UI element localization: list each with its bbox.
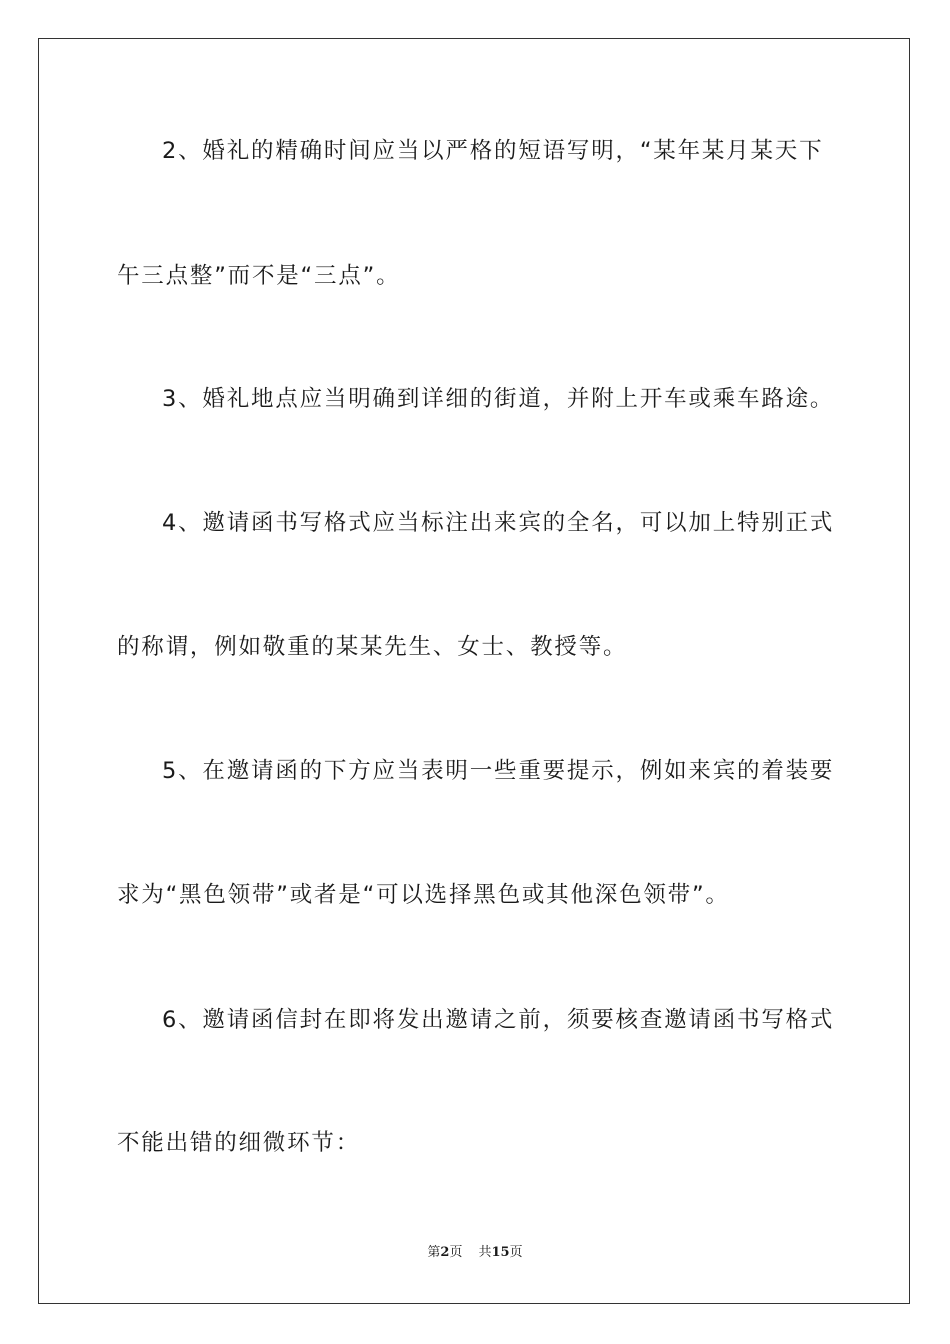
paragraph-6-line-2: 不能出错的细微环节： [117, 1130, 361, 1156]
footer-page-current: 2 [440, 1245, 450, 1260]
page-footer [0, 1244, 950, 1262]
page-border [38, 38, 910, 1304]
footer-page-suffix: 页 [449, 1245, 463, 1260]
footer-total-suffix: 页 [509, 1245, 523, 1260]
paragraph-3-line-1: 3、婚礼地点应当明确到详细的街道，并附上开车或乘车路途。 [162, 386, 835, 412]
paragraph-6-line-1: 6、邀请函信封在即将发出邀请之前，须要核查邀请函书写格式 [162, 1007, 835, 1033]
footer-page-total: 15 [491, 1245, 510, 1260]
paragraph-5-line-2: 求为“黑色领带”或者是“可以选择黑色或其他深色领带”。 [117, 882, 730, 908]
paragraph-5-line-1: 5、在邀请函的下方应当表明一些重要提示，例如来宾的着装要 [162, 758, 835, 784]
paragraph-4-line-1: 4、邀请函书写格式应当标注出来宾的全名，可以加上特别正式 [162, 510, 835, 536]
paragraph-4-line-2: 的称谓，例如敬重的某某先生、女士、教授等。 [117, 634, 628, 660]
footer-page-prefix: 第 [427, 1245, 441, 1260]
footer-total-prefix: 共 [478, 1245, 492, 1260]
paragraph-2-line-1: 2、婚礼的精确时间应当以严格的短语写明，“某年某月某天下 [162, 138, 824, 164]
paragraph-2-line-2: 午三点整”而不是“三点”。 [117, 263, 401, 289]
